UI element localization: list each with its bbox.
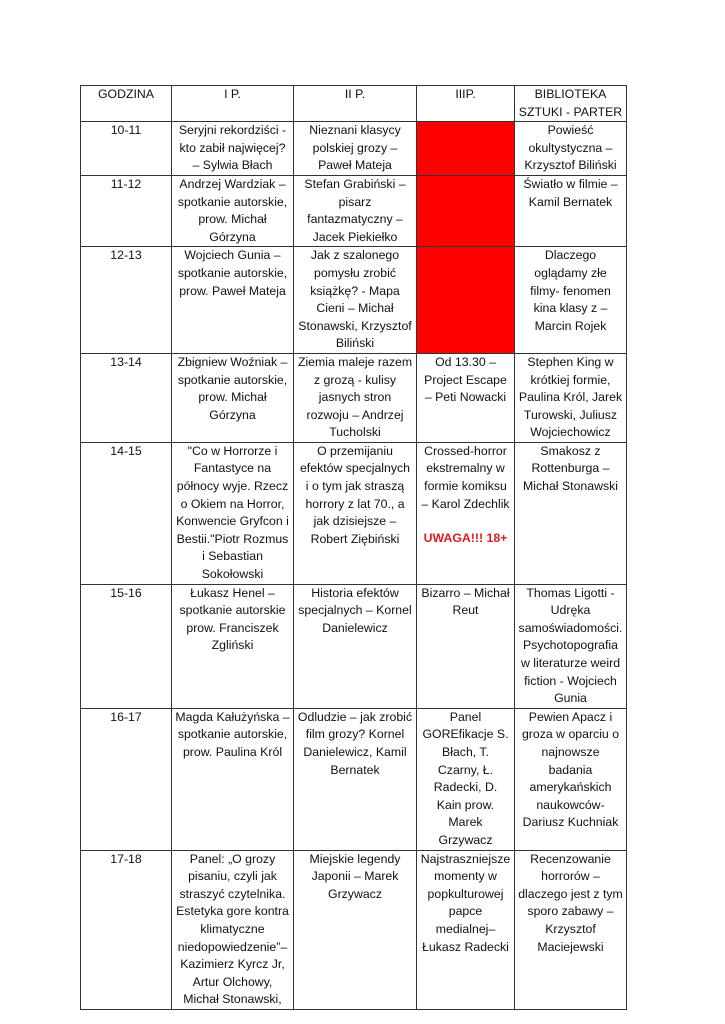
header-library: BIBLIOTEKA SZTUKI - PARTER bbox=[515, 86, 627, 122]
event-cell: Thomas Ligotti - Udręka samoświadomości. Psychotopografia w literaturze weird fiction - Wojciech Gunia bbox=[515, 584, 627, 708]
header-room-2: II P. bbox=[294, 86, 417, 122]
age-warning: UWAGA!!! 18+ bbox=[423, 531, 508, 546]
time-cell: 12-13 bbox=[81, 247, 172, 354]
event-cell: Seryjni rekordziści - kto zabił najwięcej? – Sylwia Błach bbox=[172, 122, 294, 176]
event-cell: Recenzowanie horrorów – dlaczego jest z tym sporo zabawy – Krzysztof Maciejewski bbox=[515, 850, 627, 1009]
schedule-table bbox=[80, 85, 627, 1010]
event-cell: Magda Kałużyńska – spotkanie autorskie, prow. Paulina Król bbox=[172, 708, 294, 850]
table-row bbox=[81, 708, 627, 850]
event-cell: Dlaczego oglądamy złe filmy- fenomen kina klasy z – Marcin Rojek bbox=[515, 247, 627, 354]
header-row bbox=[81, 86, 627, 122]
event-cell: Od 13.30 – Project Escape – Peti Nowacki bbox=[417, 353, 515, 442]
event-cell bbox=[417, 442, 515, 584]
table-row bbox=[81, 850, 627, 1009]
header-time: GODZINA bbox=[81, 86, 172, 122]
event-cell: Stefan Grabiński – pisarz fantazmatyczny – Jacek Piekiełko bbox=[294, 175, 417, 246]
time-cell: 16-17 bbox=[81, 708, 172, 850]
time-cell: 14-15 bbox=[81, 442, 172, 584]
blocked-cell bbox=[417, 175, 515, 246]
event-cell: Pewien Apacz i groza w oparciu o najnowsze badania amerykańskich naukowców- Dariusz Kuchniak bbox=[515, 708, 627, 850]
time-cell: 17-18 bbox=[81, 850, 172, 1009]
event-cell: Ziemia maleje razem z grozą - kulisy jasnych stron rozwoju – Andrzej Tucholski bbox=[294, 353, 417, 442]
table-row bbox=[81, 122, 627, 176]
table-row bbox=[81, 584, 627, 708]
header-room-1: I P. bbox=[172, 86, 294, 122]
time-cell: 11-12 bbox=[81, 175, 172, 246]
event-cell: Historia efektów specjalnych – Kornel Danielewicz bbox=[294, 584, 417, 708]
event-cell: Miejskie legendy Japonii – Marek Grzywacz bbox=[294, 850, 417, 1009]
time-cell: 10-11 bbox=[81, 122, 172, 176]
time-cell: 13-14 bbox=[81, 353, 172, 442]
blocked-cell bbox=[417, 247, 515, 354]
table-row bbox=[81, 247, 627, 354]
event-cell: Wojciech Gunia – spotkanie autorskie, prow. Paweł Mateja bbox=[172, 247, 294, 354]
time-cell: 15-16 bbox=[81, 584, 172, 708]
event-cell: Andrzej Wardziak – spotkanie autorskie, prow. Michał Górzyna bbox=[172, 175, 294, 246]
event-cell: "Co w Horrorze i Fantastyce na północy wyje. Rzecz o Okiem na Horror, Konwencie Gryfcon i Bestii."Piotr Rozmus i Sebastian Sokołowski bbox=[172, 442, 294, 584]
header-room-3: IIIP. bbox=[417, 86, 515, 122]
event-cell: Stephen King w krótkiej formie, Paulina Król, Jarek Turowski, Juliusz Wojciechowicz bbox=[515, 353, 627, 442]
table-row bbox=[81, 442, 627, 584]
event-cell: Smakosz z Rottenburga – Michał Stonawski bbox=[515, 442, 627, 584]
event-cell: Jak z szalonego pomysłu zrobić książkę? - Mapa Cieni – Michał Stonawski, Krzysztof Biliński bbox=[294, 247, 417, 354]
event-cell: Odludzie – jak zrobić film grozy? Kornel Danielewicz, Kamil Bernatek bbox=[294, 708, 417, 850]
table-row bbox=[81, 175, 627, 246]
event-cell: Bizarro – Michał Reut bbox=[417, 584, 515, 708]
event-cell: Panel GOREfikacje S. Błach, T. Czarny, Ł. Radecki, D. Kain prow. Marek Grzywacz bbox=[417, 708, 515, 850]
event-cell: Łukasz Henel – spotkanie autorskie prow. Franciszek Zgliński bbox=[172, 584, 294, 708]
table-row bbox=[81, 353, 627, 442]
event-cell: Zbigniew Woźniak – spotkanie autorskie, prow. Michał Górzyna bbox=[172, 353, 294, 442]
event-cell: Powieść okultystyczna – Krzysztof Biliński bbox=[515, 122, 627, 176]
event-cell: Nieznani klasycy polskiej grozy – Paweł Mateja bbox=[294, 122, 417, 176]
event-cell: O przemijaniu efektów specjalnych i o tym jak straszą horrory z lat 70., a jak dzisiejsze – Robert Ziębiński bbox=[294, 442, 417, 584]
blocked-cell bbox=[417, 122, 515, 176]
event-text: Crossed-horror ekstremalny w formie komiksu – Karol Zdechlik bbox=[421, 443, 510, 511]
event-cell: Panel: „O grozy pisaniu, czyli jak straszyć czytelnika. Estetyka gore kontra klimatyczne niedopowiedzenie”– Kazimierz Kyrcz Jr, Artur Olchowy, Michał Stonawski, bbox=[172, 850, 294, 1009]
event-cell: Najstraszniejsze momenty w popkulturowej papce medialnej– Łukasz Radecki bbox=[417, 850, 515, 1009]
event-cell: Światło w filmie – Kamil Bernatek bbox=[515, 175, 627, 246]
